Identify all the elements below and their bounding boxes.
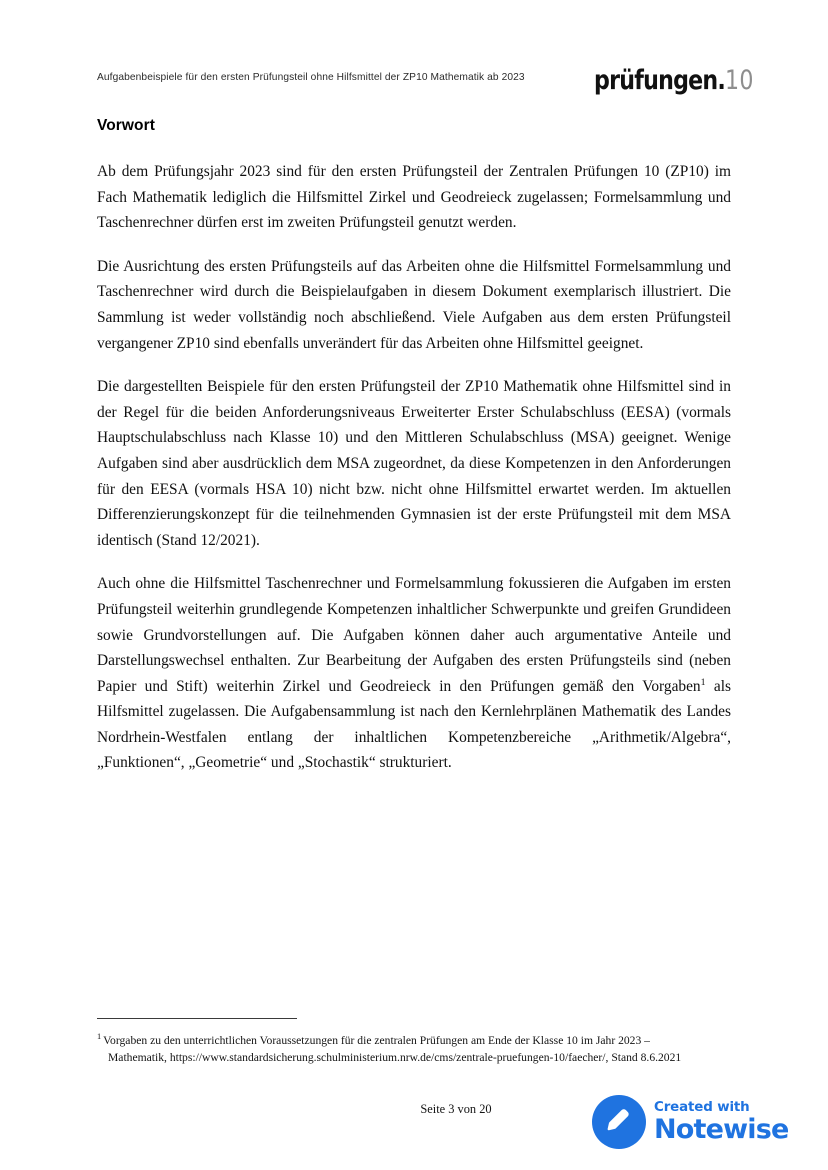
brand-word: prüfungen xyxy=(594,65,718,96)
document-body xyxy=(97,116,731,776)
footnote-line-2: Mathematik, https://www.standardsicherung.schulministerium.nrw.de/cms/zentrale-pruefungen-10/faecher/, Stand 8.6.2021 xyxy=(108,1050,682,1064)
notewise-text-group xyxy=(654,1100,789,1145)
page-number-label: Seite 3 von 20 xyxy=(420,1102,492,1116)
paragraph-3: Die dargestellten Beispiele für den ersten Prüfungsteil der ZP10 Mathematik ohne Hilfsmittel sind in der Regel für die beiden Anforderungsniveaus Erweiterter Erster Schulabschluss (EESA) (vormals Hauptschulabschluss nach Klasse 10) und den Mittleren Schulabschluss (MSA) geeignet. Wenige Aufgaben sind aber ausdrücklich dem MSA zugeordnet, da diese Kompetenzen in den Anforderungen für den EESA (vormals HSA 10) nicht bzw. nicht ohne Hilfsmittel erwartet werden. Im aktuellen Differenzierungskonzept für die teilnehmenden Gymnasien ist der erste Prüfungsteil mit dem MSA identisch (Stand 12/2021). xyxy=(97,378,731,549)
footnote-text xyxy=(97,1033,737,1066)
notewise-product-name: Notewise xyxy=(654,1113,789,1145)
footnote-area xyxy=(97,1018,737,1066)
created-with-label: Created with xyxy=(654,1100,750,1116)
paragraph-2: Die Ausrichtung des ersten Prüfungsteils auf das Arbeiten ohne die Hilfsmittel Formelsammlung und Taschenrechner wird durch die Beispielaufgaben in diesem Dokument exemplarisch illustriert. Die Sammlung ist weder vollständig noch abschließend. Viele Aufgaben aus dem ersten Prüfungsteil vergangener ZP10 sind ebenfalls unverändert für das Arbeiten ohne Hilfsmittel geeignet. xyxy=(97,257,731,352)
footnote-reference-marker[interactable]: 1 xyxy=(700,676,706,688)
pencil-edit-icon xyxy=(592,1095,646,1149)
paragraph-4-text-after-footnote: als Hilfsmittel zugelassen. Die Aufgabensammlung ist nach den Kernlehrplänen Mathematik des Landes Nordrhein-Westfalen entlang der inhaltlichen Kompetenzbereiche „Arithmetik/Algebra“, „Funktionen“, „Geometrie“ und „Stochastik“ strukturiert. xyxy=(97,677,731,772)
page-title: Vorwort xyxy=(97,117,155,134)
running-header xyxy=(97,66,754,100)
brand-logo xyxy=(594,66,754,96)
header-title-text: Aufgabenbeispiele für den ersten Prüfungsteil ohne Hilfsmittel der ZP10 Mathematik ab 2023 xyxy=(97,72,525,83)
paragraph-4-text-before-footnote: Auch ohne die Hilfsmittel Taschenrechner und Formelsammlung fokussieren die Aufgaben im ersten Prüfungsteil weiterhin grundlegende Kompetenzen inhaltlicher Schwerpunkte und greifen Grundideen sowie Grundvorstellungen auf. Die Aufgaben können daher auch argumentative Anteile und Darstellungswechsel enthalten. Zur Bearbeitung der Aufgaben des ersten Prüfungsteils sind (neben Papier und Stift) weiterhin Zirkel und Geodreieck in den Prüfungen gemäß den Vorgaben xyxy=(97,575,731,695)
brand-dot: . xyxy=(717,65,726,96)
notewise-watermark-badge[interactable] xyxy=(592,1091,789,1153)
paragraph-4 xyxy=(97,571,731,776)
footnote-separator-rule xyxy=(97,1018,297,1019)
footnote-marker: 1 xyxy=(97,1032,102,1042)
brand-number: 10 xyxy=(725,65,754,96)
paragraph-1: Ab dem Prüfungsjahr 2023 sind für den ersten Prüfungsteil der Zentralen Prüfungen 10 (ZP10) im Fach Mathematik lediglich die Hilfsmittel Zirkel und Geodreieck zugelassen; Formelsammlung und Taschenrechner dürfen erst im zweiten Prüfungsteil genutzt werden. xyxy=(97,163,731,232)
footnote-line-1: Vorgaben zu den unterrichtlichen Voraussetzungen für die zentralen Prüfungen am Ende der Klasse 10 im Jahr 2023 – xyxy=(103,1034,650,1047)
